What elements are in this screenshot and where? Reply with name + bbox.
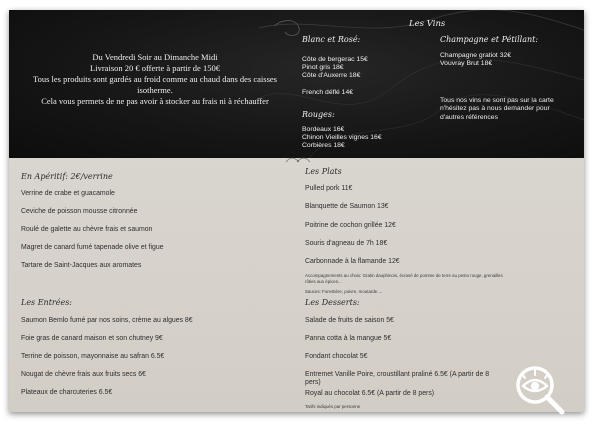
wines-title: Les Vins <box>409 19 446 29</box>
wine-item: Champagne gratiot 32€ <box>440 52 512 59</box>
wine-item: Côte d'Auxerre 18€ <box>302 72 361 79</box>
promo-line: Livraison 20 € offerte à partir de 150€ <box>90 63 220 73</box>
menu-item: Plateaux de charcuteries 6.5€ <box>21 389 113 396</box>
menu-item: Roulé de galette au chèvre frais et saumon <box>21 226 153 233</box>
promo-line: Tous les produits sont gardés au froid comme au chaud dans des caisses <box>33 74 277 84</box>
promo-text <box>11 52 299 107</box>
desserts-heading: Les Desserts: <box>305 298 360 307</box>
menu-item: Blanquette de Saumon 13€ <box>305 203 389 210</box>
menu-item: Magret de canard fumé tapenade olive et figue <box>21 244 164 251</box>
menu-item: Ceviche de poisson mousse citronnée <box>21 208 138 215</box>
wine-item: French déflé 14€ <box>302 89 354 96</box>
menu-item: Carbonnade à la flamande 12€ <box>305 258 400 265</box>
wine-item: Bordeaux 16€ <box>302 126 345 133</box>
menu-item: Poitrine de cochon grillée 12€ <box>305 222 396 229</box>
promo-line: Du Vendredi Soir au Dimanche Midi <box>92 52 218 62</box>
rouges-heading: Rouges: <box>302 110 335 119</box>
wine-and-promo-panel <box>9 10 584 158</box>
plats-heading: Les Plats <box>305 167 342 176</box>
sauces-text: Sauces: Forestière, poivre, moutarde.... <box>305 289 383 294</box>
menu-item: Pulled pork 11€ <box>305 185 353 192</box>
menu-item: pers) <box>305 379 321 386</box>
aperitif-heading: En Apéritif: 2€/verrine <box>21 172 113 181</box>
ornament-icon <box>284 156 312 166</box>
eye-magnifier-icon[interactable] <box>510 361 570 417</box>
menu-item: Fondant chocolat 5€ <box>305 353 368 360</box>
menu-item: Foie gras de canard maison et son chutney 9€ <box>21 335 163 342</box>
menu-sheet <box>9 10 584 412</box>
menu-item: Royal au chocolat 6.5€ (A partir de 8 pers) <box>305 390 435 397</box>
wine-item: Vouvray Brut 18€ <box>440 60 493 67</box>
menu-item: Nougat de chèvre frais aux fruits secs 6€ <box>21 371 146 378</box>
promo-line: isotherme. <box>137 85 173 95</box>
menu-item: Terrine de poisson, mayonnaise au safran 6.5€ <box>21 353 165 360</box>
wine-note: Tous nos vins ne sont pas sur la carte n'hésitez pas à nous demander pour d'autres références <box>440 97 554 121</box>
accompaniments-text: Accompagnements au choix: Gratin dauphinois, écrasé de pomme de terre au pesto rouge, grenailles <box>305 273 503 278</box>
menu-item: Tartare de Saint-Jacques aux aromates <box>21 262 142 269</box>
entrees-heading: Les Entrées: <box>21 298 72 307</box>
wine-item: Chinon Vieilles vignes 16€ <box>302 134 382 141</box>
menu-item: Salade de fruits de saison 5€ <box>305 317 394 324</box>
food-menu-panel <box>9 158 584 412</box>
menu-item: Saumon Bemlo fumé par nos soins, crème au algues 8€ <box>21 317 193 324</box>
champagne-heading: Champagne et Pétillant: <box>440 35 539 44</box>
wine-item: Côte de bergerac 15€ <box>302 56 368 63</box>
blanc-rose-heading: Blanc et Rosé: <box>302 35 361 44</box>
promo-line: Cela vous permets de ne pas avoir à stocker au frais ni à réchauffer <box>41 96 269 106</box>
menu-item: Souris d'agneau de 7h 18€ <box>305 240 388 247</box>
accompaniments-text: rôties aux épices... <box>305 279 342 284</box>
menu-item: Entremet Vanille Poire, croustillant praliné 6.5€ (A partir de 8 <box>305 371 490 378</box>
menu-item: Panna cotta à la mangue 5€ <box>305 335 392 342</box>
menu-item: Verrine de crabe et guacamole <box>21 190 115 197</box>
pricing-note: Tarifs indiqués par personne <box>305 404 361 409</box>
wine-item: Corbières 18€ <box>302 142 345 149</box>
wine-item: Pinot gris 18€ <box>302 64 344 71</box>
